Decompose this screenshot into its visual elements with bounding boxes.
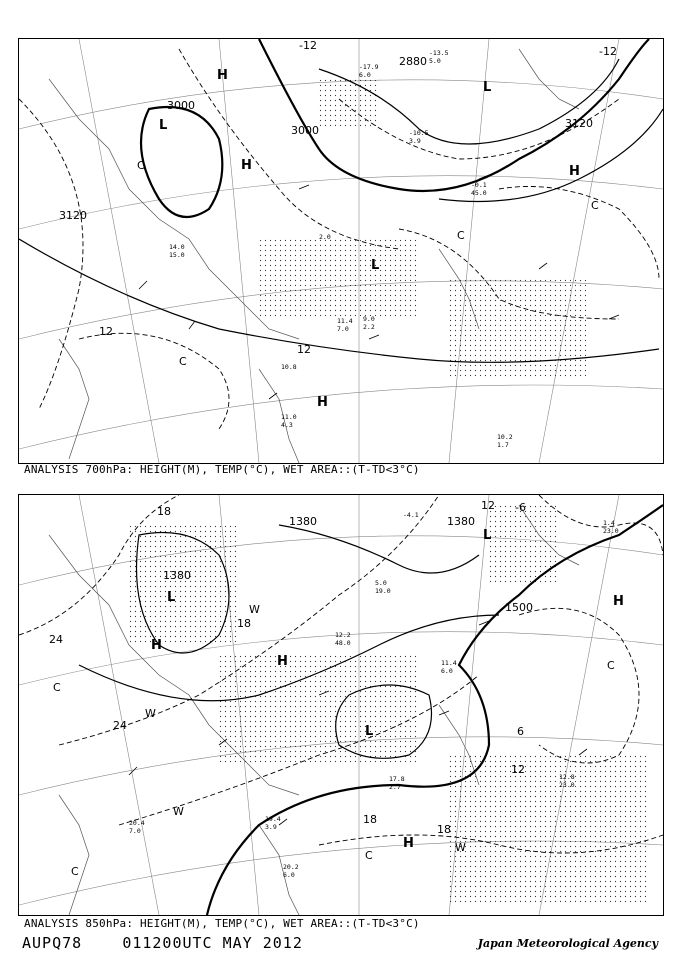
map-caption-700hpa: ANALYSIS 700hPa: HEIGHT(M), TEMP(°C), WET AREA::(T-TD<3°C) [24,463,420,476]
station-temp: 14.0 [169,243,185,251]
warm-center-marker: W [455,841,466,854]
station-dewpoint-depression: 6.0 [441,667,453,675]
cold-center-marker: C [457,229,465,242]
valid-time: 011200UTC MAY 2012 [122,934,303,952]
agency-credit: Japan Meteorological Agency [477,937,658,950]
station-temp: 2.0 [319,233,331,241]
temperature-label: -12 [599,45,617,58]
low-center-marker: L [159,118,168,133]
station-dewpoint-depression: 6.0 [359,71,371,79]
station-temp: -4.1 [403,511,419,519]
height-label: 3120 [59,209,87,222]
station-dewpoint-depression: 2.2 [363,323,375,331]
station-dewpoint-depression: 4.3 [281,421,293,429]
station-temp: 1.4 [603,519,615,527]
temperature-label: 6 [517,725,524,738]
map-panel-850hpa [18,494,664,916]
height-label: 1380 [289,515,317,528]
cold-center-marker: C [607,659,615,672]
station-dewpoint-depression: 5.0 [429,57,441,65]
temperature-label: 18 [363,813,377,826]
station-dewpoint-depression: 3.9 [265,823,277,831]
station-dewpoint-depression: 6.0 [283,871,295,879]
cold-center-marker: C [137,159,145,172]
station-dewpoint-depression: 45.0 [471,189,487,197]
station-dewpoint-depression: 3.9 [409,137,421,145]
station-temp: 20.2 [283,863,299,871]
station-dewpoint-depression: 48.0 [335,639,351,647]
warm-center-marker: W [145,707,156,720]
temperature-label: 12 [511,763,525,776]
station-temp: 12.8 [559,773,575,781]
station-temp: 12.2 [335,631,351,639]
station-temp: 5.0 [375,579,387,587]
temperature-label: -6 [515,501,526,514]
height-label: 1380 [447,515,475,528]
high-center-marker: H [241,158,252,173]
high-center-marker: H [613,594,624,609]
station-temp: 19.4 [265,815,281,823]
low-center-marker: L [167,590,176,605]
station-dewpoint-depression: 1.7 [497,441,509,449]
high-center-marker: H [277,654,288,669]
height-label: 3120 [565,117,593,130]
station-dewpoint-depression: 19.0 [375,587,391,595]
map-850hpa [19,495,663,915]
station-temp: -10.5 [409,129,429,137]
station-temp: 17.8 [389,775,405,783]
low-center-marker: L [483,528,492,543]
high-center-marker: H [151,638,162,653]
station-temp: 10.8 [281,363,297,371]
high-center-marker: H [217,68,228,83]
low-center-marker: L [365,724,374,739]
warm-center-marker: W [173,805,184,818]
height-label: 3000 [167,99,195,112]
high-center-marker: H [317,395,328,410]
map-700hpa [19,39,663,463]
station-temp: 9.0 [363,315,375,323]
station-temp: 20.4 [129,819,145,827]
low-center-marker: L [483,80,492,95]
station-temp: -13.5 [429,49,449,57]
product-code: AUPQ78 [22,934,83,952]
temperature-label: -12 [299,39,317,52]
temperature-label: 18 [437,823,451,836]
low-center-marker: L [371,258,380,273]
temperature-label: 18 [157,505,171,518]
high-center-marker: H [569,164,580,179]
high-center-marker: H [403,836,414,851]
chart-identifier [22,934,303,952]
station-temp: 11.0 [281,413,297,421]
station-dewpoint-depression: 23.0 [603,527,619,535]
station-temp: -17.9 [359,63,379,71]
wet-area-dots [129,505,649,905]
temperature-label: 12 [99,325,113,338]
height-label: 1380 [163,569,191,582]
station-dewpoint-depression: 7.0 [337,325,349,333]
cold-center-marker: C [179,355,187,368]
cold-center-marker: C [591,199,599,212]
height-label: 2880 [399,55,427,68]
temperature-label: 24 [113,719,127,732]
station-dewpoint-depression: 23.0 [559,781,575,789]
temperature-label: 12 [481,499,495,512]
cold-center-marker: C [71,865,79,878]
cold-center-marker: C [53,681,61,694]
station-dewpoint-depression: 7.0 [129,827,141,835]
cold-center-marker: C [365,849,373,862]
warm-center-marker: W [249,603,260,616]
temperature-label: 24 [49,633,63,646]
map-panel-700hpa [18,38,664,464]
height-label: 1500 [505,601,533,614]
station-temp: -0.1 [471,181,487,189]
station-dewpoint-depression: 15.0 [169,251,185,259]
map-caption-850hpa: ANALYSIS 850hPa: HEIGHT(M), TEMP(°C), WET AREA::(T-TD<3°C) [24,917,420,930]
station-temp: 11.4 [337,317,353,325]
temperature-label: 12 [297,343,311,356]
station-temp: 10.2 [497,433,513,441]
temperature-label: 18 [237,617,251,630]
height-label: 3000 [291,124,319,137]
station-temp: 11.4 [441,659,457,667]
station-dewpoint-depression: 2.7 [389,783,401,791]
